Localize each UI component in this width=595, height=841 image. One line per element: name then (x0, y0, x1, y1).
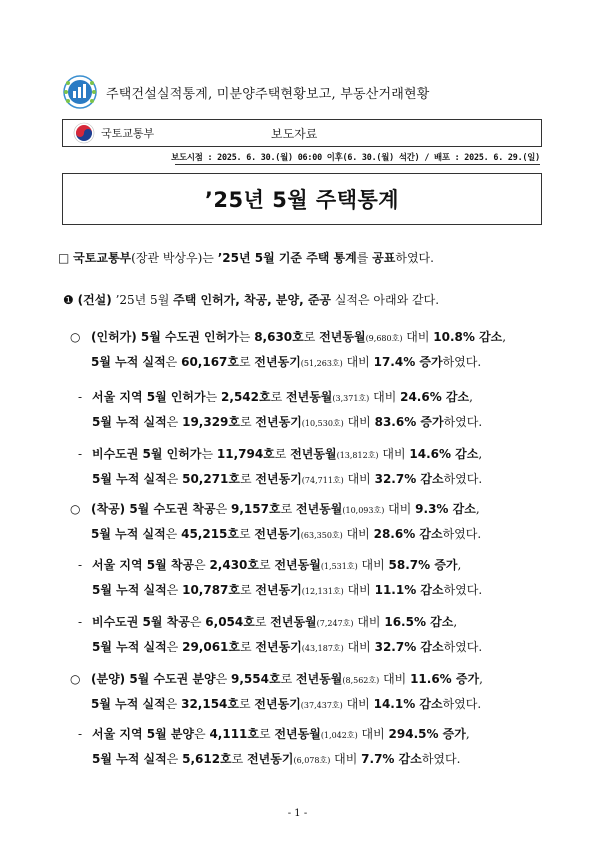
dash-bullet-icon: - (78, 558, 83, 572)
text-segment: 대비 (330, 752, 362, 766)
text-segment: 하였다. (443, 583, 483, 597)
circle-bullet-icon: ○ (70, 330, 81, 344)
text-segment: 11,794호 (216, 447, 275, 461)
item-line (91, 497, 480, 523)
text-segment: 은 (166, 583, 183, 597)
text-segment: 로 (270, 390, 287, 404)
item-line (92, 410, 482, 436)
circle-bullet-icon: ○ (70, 502, 81, 516)
statistics-logo-icon (62, 74, 98, 110)
text-segment: (6,078호) (293, 756, 331, 765)
text-segment: 대비 (353, 615, 385, 629)
text-segment: 19,329호 (182, 415, 240, 429)
text-segment: 29,061호 (182, 640, 240, 654)
text-segment: 는 (205, 390, 222, 404)
text-segment: 전년동월 (274, 558, 321, 572)
text-segment: 로 (239, 355, 255, 369)
text-segment: 14.6% 감소 (409, 447, 479, 461)
text-segment: (7,247호) (316, 619, 354, 628)
circle-bullet-icon: ○ (70, 672, 81, 686)
text-segment: 전년동월 (319, 330, 366, 344)
text-segment: 16.5% 감소 (384, 615, 454, 629)
text-segment: 대비 (343, 640, 375, 654)
item-line (92, 578, 482, 604)
text-segment: 5월 누적 실적 (92, 415, 167, 429)
text-segment: 5,612호 (182, 752, 232, 766)
text-segment: 7.7% 감소 (361, 752, 422, 766)
text-segment: 9.3% 감소 (415, 502, 476, 516)
text-segment: 서울 지역 5월 착공 (92, 558, 195, 572)
text-segment: 하였다. (442, 697, 482, 711)
text-segment: 은 (166, 415, 183, 429)
text-segment: (착공) 5월 수도권 착공 (91, 502, 216, 516)
text-segment: 하였다. (442, 527, 482, 541)
text-segment: 5월 누적 실적 (92, 583, 167, 597)
text-segment: (9,680호) (365, 334, 403, 343)
text-segment: 24.6% 감소 (400, 390, 470, 404)
text-segment: (인허가) 5월 수도권 인허가 (91, 330, 239, 344)
text-segment: (74,711호) (301, 476, 344, 485)
text-segment: 8,630호 (254, 330, 304, 344)
text-segment: (37,437호) (300, 701, 343, 710)
text-segment: 대비 (379, 672, 411, 686)
text-segment: 대비 (357, 558, 389, 572)
release-schedule: 보도시점 : 2025. 6. 30.(월) 06:00 이후(6. 30.(월) 석간) / 배포 : 2025. 6. 29.(일) (171, 152, 540, 162)
text-segment: 하였다. (443, 472, 483, 486)
text-segment: , (469, 390, 473, 404)
government-emblem-icon (73, 122, 95, 144)
header-title: 주택건설실적통계, 미분양주택현황보고, 부동산거래현황 (106, 86, 430, 102)
dash-bullet-icon: - (78, 390, 83, 404)
text-segment: 로 (259, 727, 275, 741)
text-segment: 전년동월 (296, 672, 343, 686)
text-segment: 은 (194, 558, 210, 572)
schedule-underline (175, 164, 540, 165)
item-line (92, 442, 482, 468)
text-segment: 전년동기 (255, 415, 302, 429)
text-segment: 은 (166, 640, 183, 654)
text-segment: 은 (189, 615, 206, 629)
text-segment: 전년동기 (254, 697, 301, 711)
text-segment: 5월 누적 실적 (91, 697, 166, 711)
text-segment: 는 (238, 330, 255, 344)
text-segment: (1,531호) (320, 562, 358, 571)
dash-bullet-icon: - (78, 447, 83, 461)
text-segment: 로 (254, 615, 271, 629)
title-box (62, 173, 542, 225)
text-segment: 대비 (342, 355, 374, 369)
text-segment: 전년동기 (254, 355, 301, 369)
text-segment: 은 (166, 472, 183, 486)
text-segment: 로 (239, 697, 255, 711)
text-segment: (51,263호) (300, 359, 343, 368)
text-segment: 45,215호 (181, 527, 239, 541)
text-segment: (10,093호) (342, 506, 385, 515)
text-segment: 비수도권 5월 착공 (92, 615, 190, 629)
text-segment: 전년동월 (296, 502, 343, 516)
text-segment: 로 (231, 752, 248, 766)
text-segment: 전년동기 (255, 583, 302, 597)
text-segment: 전년동기 (255, 472, 302, 486)
text-segment: 은 (215, 502, 232, 516)
text-segment: 5월 누적 실적 (91, 355, 166, 369)
text-segment: 전년동월 (270, 615, 317, 629)
text-segment: 로 (280, 672, 296, 686)
text-segment: 로 (303, 330, 320, 344)
text-segment: 전년동기 (247, 752, 294, 766)
text-segment: , (465, 727, 470, 741)
square-bullet-icon: □ (58, 251, 70, 265)
text-segment: 전년동월 (274, 727, 321, 741)
text-segment: 5월 누적 실적 (92, 640, 167, 654)
item-line (91, 350, 481, 376)
dash-bullet-icon: - (78, 727, 83, 741)
text-segment: 는 (201, 447, 217, 461)
text-segment: 서울 지역 5월 인허가 (92, 390, 206, 404)
construction-paragraph: ❶ (건설) ’25년 5월 주택 인허가, 착공, 분양, 준공 실적은 아래와 같다. (63, 293, 440, 307)
text-segment: 전년동기 (255, 640, 302, 654)
text-segment: 10.8% 감소 (433, 330, 503, 344)
text-segment: 전년동월 (290, 447, 337, 461)
text-segment: 로 (259, 558, 275, 572)
text-segment: 32,154호 (181, 697, 239, 711)
text-segment: 10,787호 (182, 583, 240, 597)
text-segment: (10,530호) (301, 419, 344, 428)
item-line (92, 385, 473, 411)
dash-bullet-icon: - (78, 615, 83, 629)
text-segment: 32.7% 감소 (374, 640, 444, 654)
number-one-bullet-icon: ❶ (63, 293, 74, 307)
text-segment: 은 (215, 672, 232, 686)
text-segment: 전년동기 (254, 527, 301, 541)
item-line (92, 610, 457, 636)
text-segment: 로 (274, 447, 291, 461)
press-release-label: 보도자료 (271, 127, 318, 141)
text-segment: 하였다. (443, 415, 483, 429)
text-segment: 로 (240, 415, 256, 429)
text-segment: 9,554호 (231, 672, 281, 686)
page-title: ’25년 5월 주택통계 (204, 188, 400, 212)
text-segment: 전년동월 (286, 390, 333, 404)
text-segment: 은 (165, 527, 182, 541)
text-segment: 은 (165, 355, 182, 369)
text-segment: , (478, 447, 483, 461)
text-segment: 6,054호 (205, 615, 255, 629)
text-segment: 로 (240, 472, 256, 486)
text-segment: 비수도권 5월 인허가 (92, 447, 202, 461)
ministry-name: 국토교통부 (101, 127, 155, 140)
text-segment: 로 (280, 502, 296, 516)
text-segment: 11.6% 증가 (410, 672, 480, 686)
text-segment: 32.7% 감소 (374, 472, 444, 486)
page-number: - 1 - (287, 808, 308, 819)
text-segment: 5월 누적 실적 (92, 752, 167, 766)
text-segment: 17.4% 증가 (373, 355, 443, 369)
text-segment: , (502, 330, 507, 344)
text-segment: 28.6% 감소 (373, 527, 443, 541)
text-segment: (12,131호) (301, 587, 344, 596)
text-segment: 2,542호 (221, 390, 271, 404)
text-segment: 60,167호 (181, 355, 239, 369)
item-line (92, 747, 460, 773)
item-line (91, 325, 506, 351)
text-segment: 은 (166, 752, 183, 766)
text-segment: (43,187호) (301, 644, 344, 653)
text-segment: 83.6% 증가 (374, 415, 444, 429)
item-line (92, 635, 482, 661)
item-line (92, 467, 482, 493)
text-segment: 대비 (343, 472, 375, 486)
text-segment: 대비 (343, 583, 375, 597)
intro-paragraph: □ 국토교통부(장관 박상우)는 ’25년 5월 기준 주택 통계를 공표하였다. (58, 251, 434, 265)
text-segment: , (479, 672, 483, 686)
text-segment: 로 (240, 640, 256, 654)
text-segment: (13,812호) (336, 451, 379, 460)
item-line (91, 667, 483, 693)
text-segment: 대비 (342, 527, 374, 541)
text-segment: 은 (194, 727, 210, 741)
text-segment: 대비 (357, 727, 389, 741)
text-segment: (분양) 5월 수도권 분양 (91, 672, 216, 686)
ministry-banner (62, 119, 542, 147)
text-segment: 4,111호 (209, 727, 260, 741)
document-header (62, 66, 542, 118)
text-segment: (8,562호) (342, 676, 380, 685)
text-segment: 294.5% 증가 (388, 727, 466, 741)
text-segment: 하였다. (443, 640, 483, 654)
text-segment: (63,350호) (300, 531, 343, 540)
text-segment: 9,157호 (231, 502, 281, 516)
text-segment: 하였다. (421, 752, 461, 766)
text-segment: 대비 (343, 415, 375, 429)
text-segment: , (453, 615, 458, 629)
text-segment: , (457, 558, 462, 572)
text-segment: 5월 누적 실적 (91, 527, 166, 541)
text-segment: 58.7% 증가 (388, 558, 458, 572)
text-segment: 하였다. (442, 355, 482, 369)
text-segment: 대비 (402, 330, 434, 344)
text-segment: 대비 (369, 390, 401, 404)
text-segment: 대비 (384, 502, 416, 516)
text-segment: 14.1% 감소 (373, 697, 443, 711)
item-line (92, 722, 470, 748)
item-line (91, 522, 481, 548)
text-segment: 11.1% 감소 (374, 583, 444, 597)
item-line (92, 553, 461, 579)
text-segment: 서울 지역 5월 분양 (92, 727, 195, 741)
text-segment: 2,430호 (209, 558, 260, 572)
item-line (91, 692, 481, 718)
text-segment: 50,271호 (182, 472, 240, 486)
text-segment: 5월 누적 실적 (92, 472, 167, 486)
text-segment: 로 (240, 583, 256, 597)
text-segment: , (475, 502, 480, 516)
text-segment: (1,042호) (320, 731, 358, 740)
text-segment: 대비 (342, 697, 374, 711)
text-segment: 로 (239, 527, 255, 541)
text-segment: (3,371호) (332, 394, 370, 403)
text-segment: 은 (165, 697, 182, 711)
text-segment: 대비 (378, 447, 410, 461)
